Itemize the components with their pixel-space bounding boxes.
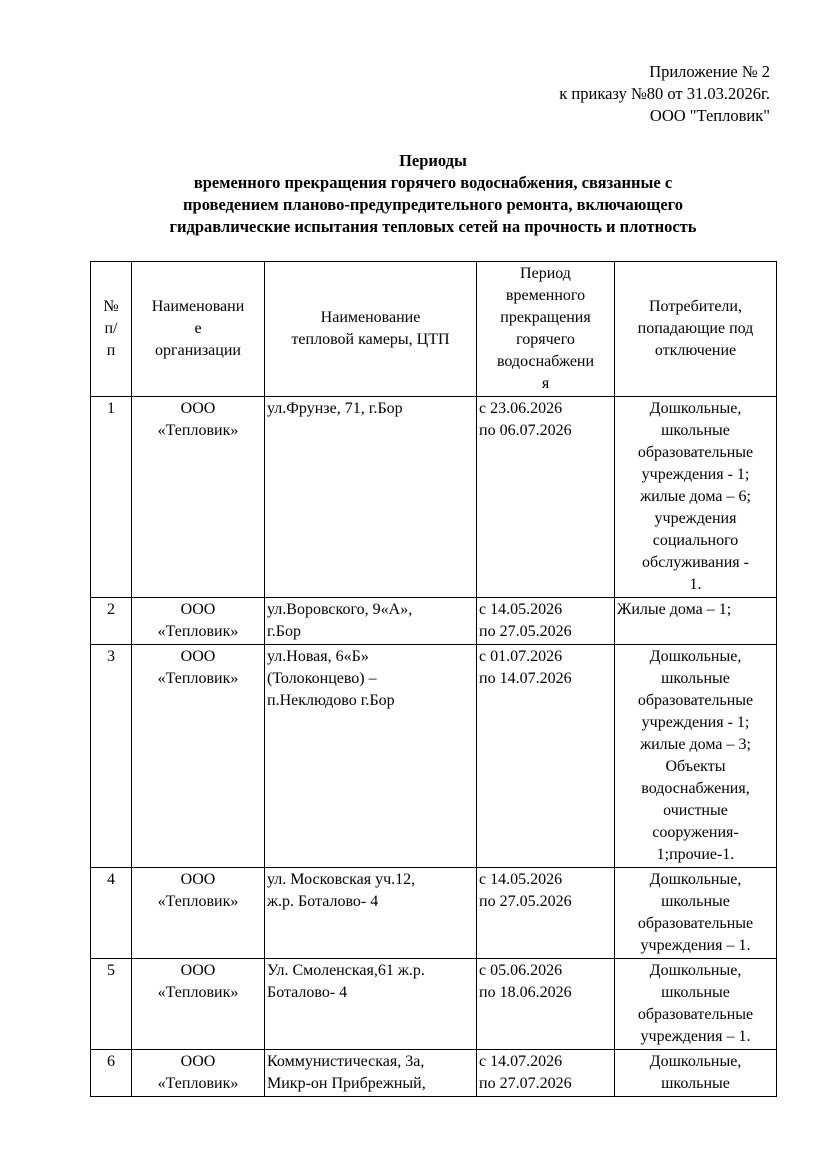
cell-text-line: с 23.06.2026 [479, 400, 563, 417]
heat-chamber-cell [265, 959, 477, 1050]
cell-text-line: жилые дома – 6; [640, 488, 751, 505]
cell-text-line: сооружения- [652, 824, 739, 841]
table-row [91, 645, 777, 868]
period-cell [477, 645, 615, 868]
cell-text-line: п.Неклюдово г.Бор [267, 692, 395, 709]
header-text-line: прекращения [500, 309, 591, 326]
title-line: Периоды [399, 151, 467, 170]
cell-text-line: учреждения - 1; [641, 466, 750, 483]
cell-text-line: ул.Воровского, 9«А», [267, 601, 413, 618]
header-text-line: попадающие под [637, 320, 754, 337]
cell-text-line: по 14.07.2026 [479, 670, 572, 687]
cell-text-line: Ул. Смоленская,61 ж.р. [267, 962, 425, 979]
column-header-period [477, 262, 615, 397]
period-cell [477, 1050, 615, 1097]
period-cell [477, 598, 615, 645]
title-line: временного прекращения горячего водоснабжения, связанные с [193, 173, 673, 192]
cell-text-line: Дошкольные, [649, 962, 742, 979]
cell-text-line: жилые дома – 3; [640, 736, 751, 753]
cell-text-line: «Тепловик» [157, 984, 239, 1001]
cell-text-line: ул.Новая, 6«Б» [267, 648, 369, 665]
table-row [91, 598, 777, 645]
cell-text-line: учреждения – 1. [640, 1028, 751, 1045]
cell-text-line: по 27.07.2026 [479, 1075, 572, 1092]
cell-text-line: ул.Фрунзе, 71, г.Бор [267, 400, 403, 417]
cell-text-line: социального [652, 532, 739, 549]
period-cell [477, 868, 615, 959]
cell-text-line: ООО [180, 601, 216, 618]
cell-text-line: (Толоконцево) – [267, 670, 377, 687]
organization-cell [132, 645, 265, 868]
table-header-row [91, 262, 777, 397]
appendix-line: Приложение № 2 [649, 62, 770, 81]
cell-text-line: 1;прочие-1. [656, 846, 735, 863]
cell-text-line: с 01.07.2026 [479, 648, 563, 665]
cell-text-line: с 14.07.2026 [479, 1053, 563, 1070]
heat-chamber-cell [265, 397, 477, 598]
heat-chamber-cell [265, 868, 477, 959]
cell-text-line: «Тепловик» [157, 893, 239, 910]
table-row [91, 1050, 777, 1097]
cell-text-line: водоснабжения, [641, 780, 750, 797]
row-number-cell: 4 [91, 868, 132, 959]
organization-cell [132, 868, 265, 959]
header-text-line: водоснабжени [496, 353, 595, 370]
table-row [91, 959, 777, 1050]
period-cell [477, 959, 615, 1050]
header-text-line: Наименовани [151, 298, 245, 315]
cell-text-line: с 14.05.2026 [479, 871, 563, 888]
table-row [91, 868, 777, 959]
heat-chamber-cell [265, 645, 477, 868]
organization-cell [132, 397, 265, 598]
title-line: проведением планово-предупредительного ремонта, включающего [183, 195, 683, 214]
consumers-cell [615, 598, 777, 645]
header-text-line: отключение [654, 342, 737, 359]
row-number-cell: 3 [91, 645, 132, 868]
cell-text-line: по 18.06.2026 [479, 984, 572, 1001]
column-header-organization [132, 262, 265, 397]
cell-text-line: ж.р. Боталово- 4 [267, 893, 379, 910]
column-header-consumers [615, 262, 777, 397]
header-text-line: горячего [516, 331, 575, 348]
cell-text-line: г.Бор [267, 623, 301, 640]
cell-text-line: ООО [180, 871, 216, 888]
cell-text-line: Дошкольные, [649, 400, 742, 417]
cell-text-line: образовательные [637, 1006, 754, 1023]
cell-text-line: с 14.05.2026 [479, 601, 563, 618]
cell-text-line: очистные [663, 802, 728, 819]
title-line: гидравлические испытания тепловых сетей на прочность и плотность [169, 217, 697, 236]
cell-text-line: Коммунистическая, 3а, [267, 1053, 425, 1070]
cell-text-line: Боталово- 4 [267, 984, 348, 1001]
cell-text-line: школьные [661, 984, 730, 1001]
cell-text-line: по 27.05.2026 [479, 623, 572, 640]
cell-text-line: школьные [661, 1075, 730, 1092]
cell-text-line: образовательные [637, 915, 754, 932]
cell-text-line: Объекты [665, 758, 726, 775]
cell-text-line: школьные [661, 670, 730, 687]
cell-text-line: ООО [180, 400, 216, 417]
table-row [91, 397, 777, 598]
cell-text-line: «Тепловик» [157, 623, 239, 640]
header-text-line: Потребители, [649, 298, 742, 315]
consumers-cell [615, 645, 777, 868]
cell-text-line: школьные [661, 893, 730, 910]
header-text-line: п/ [104, 320, 118, 337]
company-line: ООО "Тепловик" [649, 106, 770, 125]
outage-periods-table [90, 261, 777, 1097]
cell-text-line: ул. Московская уч.12, [267, 871, 416, 888]
organization-cell [132, 959, 265, 1050]
heat-chamber-cell [265, 1050, 477, 1097]
header-text-line: Период [520, 265, 571, 282]
column-header-number [91, 262, 132, 397]
header-text-line: е [194, 320, 202, 337]
cell-text-line: учреждения [654, 510, 737, 527]
consumers-cell [615, 868, 777, 959]
organization-cell [132, 1050, 265, 1097]
cell-text-line: по 27.05.2026 [479, 893, 572, 910]
cell-text-line: 1. [689, 576, 702, 593]
cell-text-line: ООО [180, 1053, 216, 1070]
row-number-cell: 1 [91, 397, 132, 598]
cell-text-line: Дошкольные, [649, 1053, 742, 1070]
appendix-reference [559, 61, 770, 127]
cell-text-line: образовательные [637, 692, 754, 709]
consumers-cell [615, 1050, 777, 1097]
header-text-line: № [103, 298, 119, 315]
heat-chamber-cell [265, 598, 477, 645]
cell-text-line: «Тепловик» [157, 1075, 239, 1092]
order-reference-line: к приказу №80 от 31.03.2026г. [559, 84, 770, 103]
cell-text-line: по 06.07.2026 [479, 422, 572, 439]
cell-text-line: «Тепловик» [157, 422, 239, 439]
consumers-cell [615, 397, 777, 598]
row-number-cell: 2 [91, 598, 132, 645]
cell-text-line: Жилые дома – 1; [617, 601, 732, 618]
document-title [90, 150, 776, 238]
cell-text-line: обслуживания - [642, 554, 749, 571]
header-text-line: временного [505, 287, 586, 304]
cell-text-line: Дошкольные, [649, 648, 742, 665]
row-number-cell: 6 [91, 1050, 132, 1097]
cell-text-line: Микр-он Прибрежный, [267, 1075, 426, 1092]
header-text-line: п [106, 342, 116, 359]
row-number-cell: 5 [91, 959, 132, 1050]
cell-text-line: образовательные [637, 444, 754, 461]
cell-text-line: ООО [180, 648, 216, 665]
cell-text-line: учреждения - 1; [641, 714, 750, 731]
cell-text-line: «Тепловик» [157, 670, 239, 687]
period-cell [477, 397, 615, 598]
header-text-line: тепловой камеры, ЦТП [291, 331, 450, 348]
table-body [91, 397, 777, 1097]
consumers-cell [615, 959, 777, 1050]
organization-cell [132, 598, 265, 645]
cell-text-line: с 05.06.2026 [479, 962, 563, 979]
cell-text-line: ООО [180, 962, 216, 979]
cell-text-line: Дошкольные, [649, 871, 742, 888]
header-text-line: я [541, 375, 550, 392]
header-text-line: организации [155, 342, 241, 359]
column-header-heat-chamber [265, 262, 477, 397]
cell-text-line: школьные [661, 422, 730, 439]
cell-text-line: учреждения – 1. [640, 937, 751, 954]
header-text-line: Наименование [320, 309, 421, 326]
